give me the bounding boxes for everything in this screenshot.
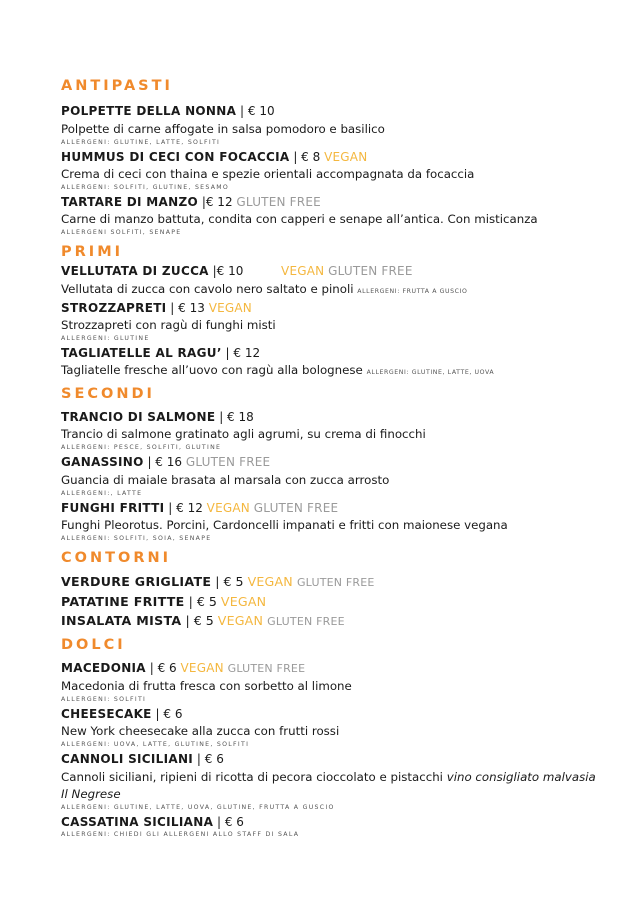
gluten-free-tag: GLUTEN FREE	[328, 264, 413, 279]
item-header	[61, 149, 601, 165]
item-name: PATATINE FRITTE	[61, 594, 185, 610]
item-header	[61, 300, 601, 316]
menu-item	[61, 409, 601, 452]
item-description: Funghi Pleorotus. Porcini, Cardoncelli impanati e fritti con maionese vegana	[61, 517, 508, 532]
item-name: HUMMUS DI CECI CON FOCACCIA	[61, 149, 290, 164]
item-description-text: Cannoli siciliani, ripieni di ricotta di pecora cioccolato e pistacchi	[61, 769, 443, 784]
item-allergens: ALLERGENI: PESCE, SOLFITI, GLUTINE	[61, 444, 222, 452]
menu-item	[61, 706, 601, 749]
menu-item	[61, 593, 601, 610]
section-secondi	[61, 386, 601, 543]
item-description: New York cheesecake alla zucca con frutti rossi	[61, 724, 340, 739]
item-name: TRANCIO DI SALMONE	[61, 410, 216, 425]
vegan-tag: VEGAN	[180, 661, 224, 676]
gluten-free-tag: GLUTEN FREE	[267, 615, 345, 629]
item-price: | € 16	[147, 455, 183, 470]
item-description: Polpette di carne affogate in salsa pomodoro e basilico	[61, 121, 385, 136]
item-header	[61, 454, 601, 470]
item-description	[61, 362, 601, 379]
item-description-text: Vellutata di zucca con cavolo nero saltato e pinoli	[61, 281, 354, 296]
section-antipasti	[61, 78, 601, 237]
section-title-primi: PRIMI	[61, 243, 124, 260]
item-description	[61, 281, 601, 298]
gluten-free-tag: GLUTEN FREE	[253, 500, 339, 515]
item-header	[61, 345, 601, 361]
vegan-tag: VEGAN	[324, 149, 368, 164]
section-title-secondi: SECONDI	[61, 385, 155, 402]
menu-item	[61, 751, 601, 811]
item-header	[61, 751, 601, 767]
item-price: | € 5	[185, 613, 214, 629]
item-price: | € 12	[168, 500, 203, 515]
item-header	[61, 409, 601, 425]
section-contorni	[61, 550, 601, 630]
item-description	[61, 769, 601, 803]
item-price: | € 6	[196, 752, 224, 767]
menu-item	[61, 573, 601, 591]
vegan-tag: VEGAN	[281, 264, 325, 279]
item-price: | € 5	[215, 574, 244, 590]
item-name: CASSATINA SICILIANA	[61, 814, 214, 829]
item-name: INSALATA MISTA	[61, 613, 182, 629]
item-name: GANASSINO	[61, 455, 144, 470]
vegan-tag: VEGAN	[206, 500, 250, 515]
item-allergens: ALLERGENI: GLUTINE, LATTE, UOVA	[366, 368, 495, 376]
menu	[61, 78, 601, 839]
section-title-contorni: CONTORNI	[61, 549, 172, 566]
item-name: VERDURE GRIGLIATE	[61, 574, 212, 590]
item-description: Guancia di maiale brasata al marsala con zucca arrosto	[61, 472, 390, 487]
item-header	[61, 814, 601, 830]
item-allergens: ALLERGENI: SOLFITI	[61, 696, 147, 704]
item-price: | € 6	[149, 661, 177, 676]
gluten-free-tag: GLUTEN FREE	[296, 576, 375, 590]
item-allergens: ALLERGENI: SOLFITI, SOIA, SENAPE	[61, 534, 212, 542]
menu-item	[61, 500, 601, 543]
menu-item	[61, 345, 601, 379]
menu-item	[61, 263, 601, 297]
menu-item	[61, 660, 601, 704]
menu-item	[61, 149, 601, 192]
item-description: Trancio di salmone gratinato agli agrumi, su crema di finocchi	[61, 427, 426, 442]
menu-item	[61, 814, 601, 839]
item-name: STROZZAPRETI	[61, 300, 167, 315]
menu-item	[61, 194, 601, 237]
item-price: | € 12	[225, 345, 261, 360]
item-price: | € 10	[240, 104, 275, 119]
item-name: FUNGHI FRITTI	[61, 500, 165, 515]
item-name: POLPETTE DELLA NONNA	[61, 104, 237, 119]
item-allergens: ALLERGENI: CHIEDI GLI ALLERGENI ALLO STAFF DI SALA	[61, 830, 300, 838]
vegan-tag: VEGAN	[208, 300, 252, 315]
item-header	[61, 263, 601, 279]
item-name: MACEDONIA	[61, 661, 146, 676]
item-allergens: ALLERGENI: GLUTINE	[61, 334, 150, 342]
item-header	[61, 194, 601, 210]
item-header	[61, 103, 601, 119]
wine-pairing: vino consigliato malvasia Il Negrese	[61, 769, 596, 801]
section-title-antipasti: ANTIPASTI	[61, 78, 173, 94]
vegan-tag: VEGAN	[217, 613, 264, 629]
item-description: Carne di manzo battuta, condita con capperi e senape all’antica. Con misticanza	[61, 211, 538, 226]
item-name: CHEESECAKE	[61, 707, 152, 722]
section-primi	[61, 244, 601, 379]
item-header	[61, 660, 601, 677]
item-description: Macedonia di frutta fresca con sorbetto al limone	[61, 679, 352, 694]
item-price: | € 6	[155, 707, 183, 722]
item-name: CANNOLI SICILIANI	[61, 752, 194, 767]
item-name: VELLUTATA DI ZUCCA	[61, 264, 209, 279]
item-allergens: ALLERGENI: GLUTINE, LATTE, SOLFITI	[61, 138, 221, 146]
item-price: | € 8	[293, 149, 321, 164]
item-price: |€ 12	[201, 194, 233, 209]
gluten-free-tag: GLUTEN FREE	[185, 455, 271, 470]
section-title-dolci: DOLCI	[61, 636, 126, 653]
item-price: | € 5	[188, 594, 217, 610]
section-dolci	[61, 637, 601, 839]
item-price: | € 13	[170, 300, 205, 315]
item-header	[61, 706, 601, 722]
item-allergens: ALLERGENI: GLUTINE, LATTE, UOVA, GLUTINE, FRUTTA A GUSCIO	[61, 803, 335, 811]
item-allergens: ALLERGENI:, LATTE	[61, 489, 143, 497]
item-description-text: Tagliatelle fresche all’uovo con ragù alla bolognese	[61, 362, 363, 377]
gluten-free-tag: GLUTEN FREE	[227, 662, 306, 676]
vegan-tag: VEGAN	[220, 594, 267, 610]
item-allergens: ALLERGENI SOLFITI, SENAPE	[61, 228, 182, 236]
item-price: | € 6	[217, 814, 244, 829]
item-allergens: ALLERGENI: FRUTTA A GUSCIO	[357, 287, 468, 295]
gluten-free-tag: GLUTEN FREE	[236, 194, 321, 209]
item-name: TARTARE DI MANZO	[61, 194, 198, 209]
menu-item	[61, 612, 601, 630]
item-description: Strozzapreti con ragù di funghi misti	[61, 317, 276, 332]
item-allergens: ALLERGENI: SOLFITI, GLUTINE, SESAMO	[61, 183, 230, 191]
menu-item	[61, 454, 601, 497]
menu-item	[61, 103, 601, 146]
item-name: TAGLIATELLE AL RAGU’	[61, 345, 222, 360]
item-description: Crema di ceci con thaina e spezie orientali accompagnata da focaccia	[61, 166, 475, 181]
item-price: | € 18	[219, 410, 254, 425]
item-allergens: ALLERGENI: UOVA, LATTE, GLUTINE, SOLFITI	[61, 741, 250, 749]
menu-item	[61, 300, 601, 343]
item-price: |€ 10	[212, 264, 244, 279]
item-header	[61, 500, 601, 516]
vegan-tag: VEGAN	[247, 574, 293, 590]
